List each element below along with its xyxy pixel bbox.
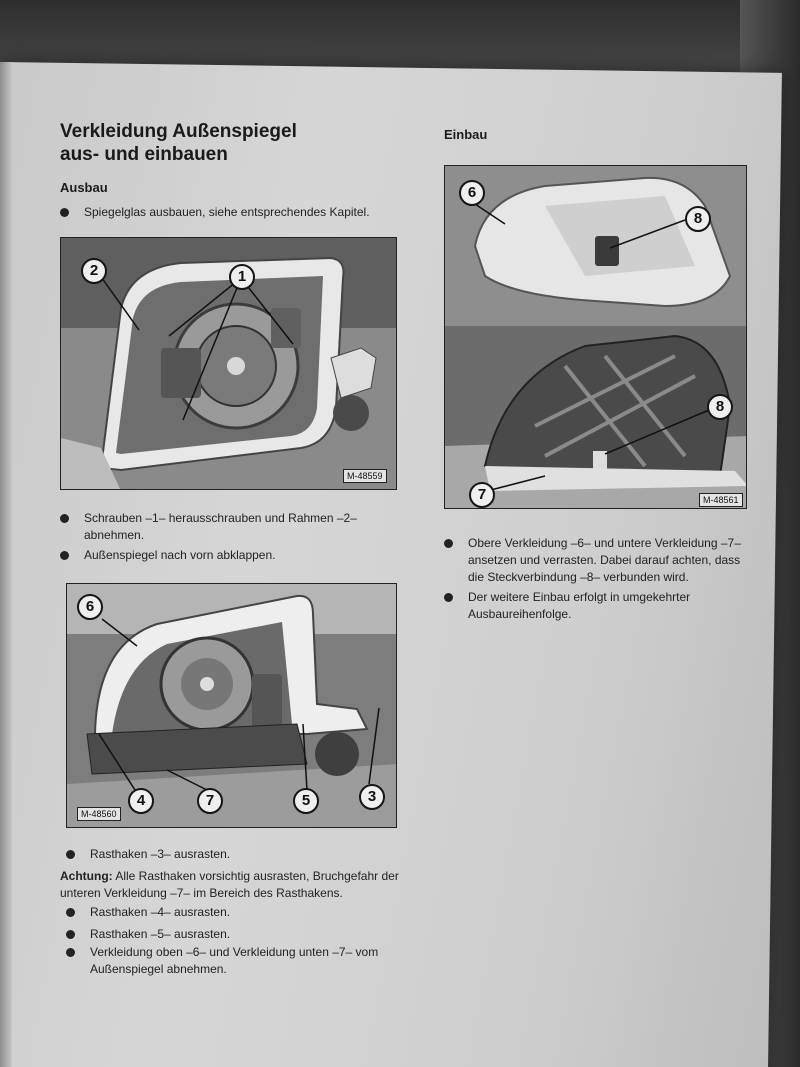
callout-5: 5 — [293, 788, 319, 814]
step-item — [60, 204, 400, 221]
callout-6: 6 — [459, 180, 485, 206]
step-item — [66, 846, 406, 863]
callout-8: 8 — [685, 206, 711, 232]
step-item — [444, 535, 754, 586]
bullet-icon — [66, 930, 75, 939]
step-text: Der weitere Einbau erfolgt in umgekehrter Ausbaureihenfolge. — [468, 590, 691, 621]
title-line-1: Verkleidung Außenspiegel — [60, 121, 297, 142]
figure-mirror-housing — [66, 583, 397, 828]
step-text: Schrauben –1– herausschrauben und Rahmen –2– abnehmen. — [84, 511, 357, 542]
figure-code: M-48561 — [699, 493, 743, 507]
page-title — [60, 120, 297, 166]
warning-label: Achtung: — [60, 869, 113, 883]
step-text: Obere Verkleidung –6– und untere Verkleidung –7– ansetzen und verrasten. Dabei darauf achten, dass die Steckverbindung –8– verbunden wird. — [468, 536, 741, 584]
callout-7: 7 — [469, 482, 495, 508]
step-item — [66, 926, 406, 943]
step-text: Spiegelglas ausbauen, siehe entsprechendes Kapitel. — [84, 205, 370, 219]
figure-code: M-48559 — [343, 469, 387, 483]
callout-4: 4 — [128, 788, 154, 814]
figure-code: M-48560 — [77, 807, 121, 821]
bullet-icon — [444, 593, 453, 602]
step-item — [66, 904, 406, 921]
callout-8: 8 — [707, 394, 733, 420]
bullet-icon — [444, 539, 453, 548]
bullet-icon — [60, 551, 69, 560]
callout-1: 1 — [229, 264, 255, 290]
warning-note — [60, 868, 405, 902]
bullet-icon — [66, 908, 75, 917]
step-item — [60, 510, 405, 544]
step-text: Außenspiegel nach vorn abklappen. — [84, 548, 276, 562]
callout-7: 7 — [197, 788, 223, 814]
step-item — [66, 944, 411, 978]
figure-mirror-frame — [60, 237, 397, 490]
section-heading-einbau: Einbau — [444, 127, 488, 142]
bullet-icon — [60, 514, 69, 523]
callout-3: 3 — [359, 784, 385, 810]
step-text: Rasthaken –4– ausrasten. — [90, 905, 231, 919]
step-item — [60, 547, 405, 564]
step-item — [444, 589, 754, 623]
step-text: Rasthaken –5– ausrasten. — [90, 927, 231, 941]
section-heading-ausbau: Ausbau — [60, 180, 108, 195]
bullet-icon — [66, 948, 75, 957]
callout-6: 6 — [77, 594, 103, 620]
title-line-2: aus- und einbauen — [60, 144, 228, 165]
step-text: Verkleidung oben –6– und Verkleidung unten –7– vom Außenspiegel abnehmen. — [90, 945, 379, 976]
warning-text: Alle Rasthaken vorsichtig ausrasten, Bruchgefahr der unteren Verkleidung –7– im Bereich des Rasthakens. — [60, 869, 399, 900]
photo-mirror-housing — [67, 584, 397, 828]
bullet-icon — [60, 208, 69, 217]
step-text: Rasthaken –3– ausrasten. — [90, 847, 231, 861]
figure-housing-assembly — [444, 165, 747, 509]
callout-2: 2 — [81, 258, 107, 284]
bullet-icon — [66, 850, 75, 859]
